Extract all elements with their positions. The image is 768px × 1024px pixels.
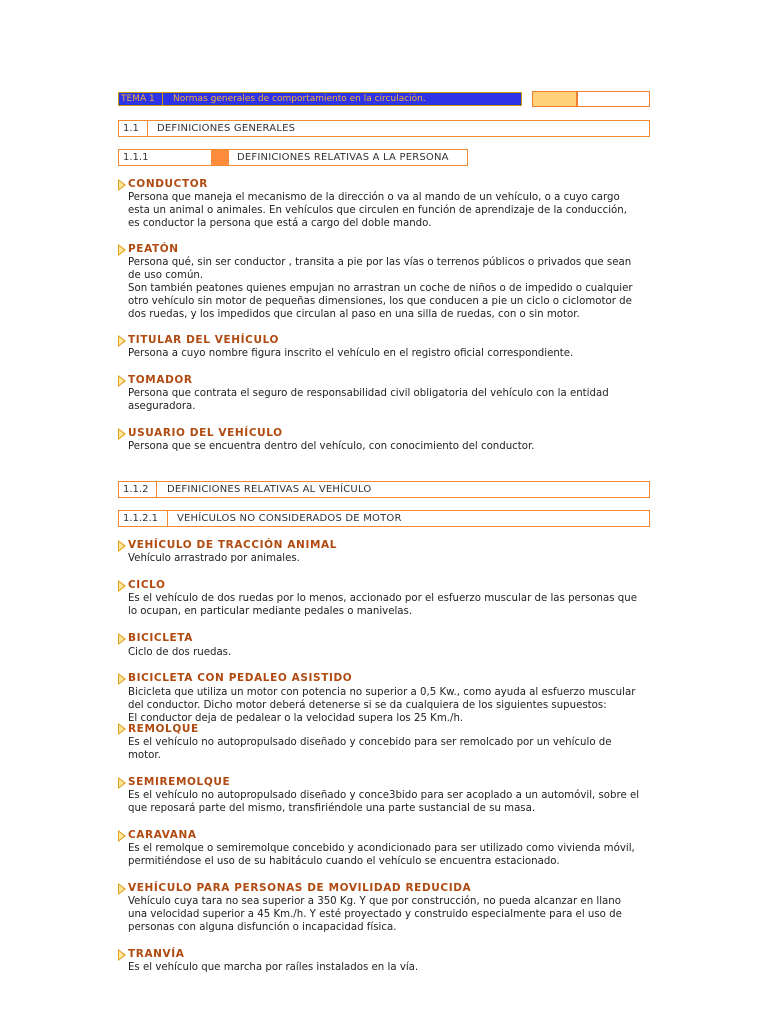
tema-title: Normas generales de comportamiento en la circulación. xyxy=(173,94,426,104)
term-caravana: CARAVANA xyxy=(128,829,197,841)
term-titular: TITULAR DEL VEHÍCULO xyxy=(128,334,280,346)
section-accent-block xyxy=(211,150,229,165)
arrow-bullet-icon xyxy=(118,428,126,440)
tema-side-box-yellow xyxy=(532,91,577,107)
section-number: 1.1.2 xyxy=(119,482,157,497)
arrow-bullet-icon xyxy=(118,673,126,685)
definition-semiremolque: Es el vehículo no autopropulsado diseñado y conce3bido para ser acoplado a un automóvil, sobre el que reposará parte del mismo, transfiriéndole una parte sustancial de su masa. xyxy=(128,790,640,814)
term-movilidad-reducida: VEHÍCULO PARA PERSONAS DE MOVILIDAD REDUCIDA xyxy=(128,882,472,894)
definition-remolque: Es el vehículo no autopropulsado diseñado y concebido para ser remolcado por un vehículo de motor. xyxy=(128,737,612,761)
term-bicicleta: BICICLETA xyxy=(128,632,193,644)
definition-titular: Persona a cuyo nombre figura inscrito el vehículo en el registro oficial correspondiente. xyxy=(128,348,574,359)
section-title: DEFINICIONES RELATIVAS AL VEHÍCULO xyxy=(167,484,372,495)
section-header-1-1 xyxy=(118,120,650,137)
term-tranvia: TRANVÍA xyxy=(128,948,185,960)
arrow-bullet-icon xyxy=(118,244,126,256)
arrow-bullet-icon xyxy=(118,375,126,387)
term-remolque: REMOLQUE xyxy=(128,723,199,735)
term-semiremolque: SEMIREMOLQUE xyxy=(128,776,231,788)
definition-conductor: Persona que maneja el mecanismo de la dirección o va al mando de un vehículo, o a cuyo cargo esta un animal o animales. En vehículos que circulen en función de aprendizaje de la conducción, es conductor la persona que está a cargo del doble mando. xyxy=(128,192,627,229)
term-usuario: USUARIO DEL VEHÍCULO xyxy=(128,427,283,439)
section-number: 1.1 xyxy=(119,121,148,136)
section-header-1-1-1 xyxy=(118,149,468,166)
definition-bicicleta: Ciclo de dos ruedas. xyxy=(128,647,232,658)
arrow-bullet-icon xyxy=(118,777,126,789)
section-title: VEHÍCULOS NO CONSIDERADOS DE MOTOR xyxy=(177,513,402,524)
arrow-bullet-icon xyxy=(118,179,126,191)
arrow-bullet-icon xyxy=(118,633,126,645)
arrow-bullet-icon xyxy=(118,540,126,552)
tema-number: TEMA 1 xyxy=(119,93,163,105)
definition-caravana: Es el remolque o semiremolque concebido y acondicionado para ser utilizado como vivienda móvil, permitiéndose el uso de su habitáculo cuando el vehículo se encuentra estacionado. xyxy=(128,843,635,867)
section-number: 1.1.2.1 xyxy=(119,511,168,526)
section-title: DEFINICIONES RELATIVAS A LA PERSONA xyxy=(237,152,449,163)
definition-traccion-animal: Vehículo arrastrado por animales. xyxy=(128,553,300,564)
definition-usuario: Persona que se encuentra dentro del vehículo, con conocimiento del conductor. xyxy=(128,441,535,452)
arrow-bullet-icon xyxy=(118,830,126,842)
definition-pedaleo-asistido: Bicicleta que utiliza un motor con potencia no superior a 0,5 Kw., como ayuda al esfuerzo muscular del conductor. Dicho motor deberá detenerse si se da cualquiera de los siguientes supuestos: El conductor deja de pedalear o la velocidad supera los 25 Km./h. xyxy=(128,687,636,724)
term-ciclo: CICLO xyxy=(128,579,166,591)
tema-header xyxy=(118,92,522,106)
arrow-bullet-icon xyxy=(118,949,126,961)
term-peaton: PEATÓN xyxy=(128,243,179,255)
definition-peaton: Persona qué, sin ser conductor , transita a pie por las vías o terrenos públicos o privados que sean de uso común. Son también peatones quienes empujan no arrastran un coche de niños o de impedido o cualquier otro vehículo sin motor de pequeñas dimensiones, los que conducen a pie un ciclo o ciclomotor de dos ruedas, y los impedidos que circulan al paso en una silla de ruedas, con o sin motor. xyxy=(128,257,633,320)
definition-movilidad-reducida: Vehículo cuya tara no sea superior a 350 Kg. Y que por construcción, no pueda alcanzar en llano una velocidad superior a 45 Km./h. Y esté proyectado y construido especialmente para el uso de personas con alguna disfunción o incapacidad física. xyxy=(128,896,622,933)
section-title: DEFINICIONES GENERALES xyxy=(157,123,296,134)
definition-ciclo: Es el vehículo de dos ruedas por lo menos, accionado por el esfuerzo muscular de las personas que lo ocupan, en particular mediante pedales o manivelas. xyxy=(128,593,637,617)
term-traccion-animal: VEHÍCULO DE TRACCIÓN ANIMAL xyxy=(128,539,338,551)
arrow-bullet-icon xyxy=(118,580,126,592)
term-pedaleo-asistido: BICICLETA CON PEDALEO ASISTIDO xyxy=(128,672,353,684)
section-header-1-1-2 xyxy=(118,481,650,498)
term-conductor: CONDUCTOR xyxy=(128,178,208,190)
definition-tomador: Persona que contrata el seguro de responsabilidad civil obligatoria del vehículo con la entidad aseguradora. xyxy=(128,388,609,412)
definition-tranvia: Es el vehículo que marcha por raíles instalados en la vía. xyxy=(128,962,419,973)
arrow-bullet-icon xyxy=(118,335,126,347)
arrow-bullet-icon xyxy=(118,723,126,735)
arrow-bullet-icon xyxy=(118,883,126,895)
section-header-1-1-2-1 xyxy=(118,510,650,527)
section-number: 1.1.1 xyxy=(123,152,149,163)
tema-side-box-white xyxy=(577,91,650,107)
term-tomador: TOMADOR xyxy=(128,374,193,386)
